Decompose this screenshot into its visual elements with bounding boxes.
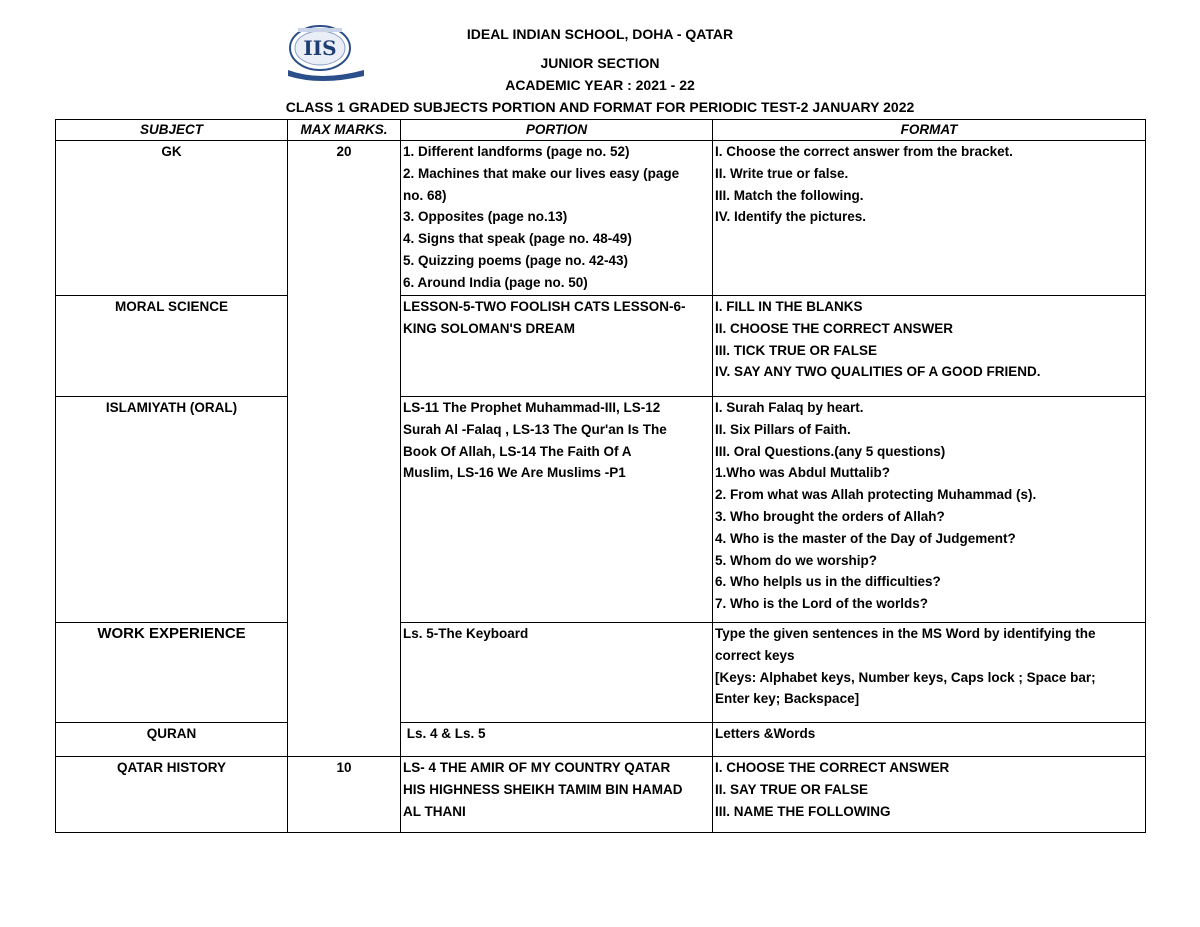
format-line: Letters &Words bbox=[715, 726, 816, 741]
portion-line: Ls. 5-The Keyboard bbox=[403, 626, 529, 641]
col-max-marks: MAX MARKS. bbox=[288, 120, 401, 141]
portion-line: Ls. 4 & Ls. 5 bbox=[403, 726, 486, 741]
subject-cell: QATAR HISTORY bbox=[56, 757, 288, 833]
portion-line: HIS HIGHNESS SHEIKH TAMIM BIN HAMAD bbox=[403, 781, 683, 797]
portion-line: Book Of Allah, LS-14 The Faith Of A bbox=[403, 443, 632, 459]
subject-cell: ISLAMIYATH (ORAL) bbox=[56, 397, 288, 623]
table-row bbox=[56, 397, 1146, 623]
portion-line: AL THANI bbox=[403, 803, 466, 819]
col-subject: SUBJECT bbox=[56, 120, 288, 141]
svg-text:IIS: IIS bbox=[303, 36, 337, 60]
portion-line: 3. Opposites (page no.13) bbox=[403, 209, 568, 225]
portion-line: 2. Machines that make our lives easy (page bbox=[403, 165, 680, 181]
table-row bbox=[56, 757, 1146, 833]
format-line: [Keys: Alphabet keys, Number keys, Caps lock ; Space bar; bbox=[715, 669, 1096, 685]
portion-cell bbox=[401, 141, 713, 296]
table-row bbox=[56, 141, 1146, 296]
format-cell bbox=[713, 623, 1146, 723]
portion-cell bbox=[401, 623, 713, 723]
format-cell bbox=[713, 723, 1146, 757]
format-cell bbox=[713, 757, 1146, 833]
portion-line: Muslim, LS-16 We Are Muslims -P1 bbox=[403, 465, 626, 481]
portion-line: LS-11 The Prophet Muhammad-III, LS-12 bbox=[403, 400, 661, 415]
subject-cell: WORK EXPERIENCE bbox=[56, 623, 288, 723]
portion-line: LESSON-5-TWO FOOLISH CATS LESSON-6- bbox=[403, 299, 686, 314]
portion-line: 5. Quizzing poems (page no. 42-43) bbox=[403, 252, 629, 268]
subject-cell: GK bbox=[56, 141, 288, 296]
portion-line: LS- 4 THE AMIR OF MY COUNTRY QATAR bbox=[403, 760, 671, 775]
table-row bbox=[56, 623, 1146, 723]
format-line: II. Six Pillars of Faith. bbox=[715, 421, 851, 437]
portion-line: no. 68) bbox=[403, 187, 447, 203]
format-line: 2. From what was Allah protecting Muhammad (s). bbox=[715, 487, 1037, 503]
format-line: I. FILL IN THE BLANKS bbox=[715, 299, 863, 314]
format-line: Type the given sentences in the MS Word by identifying the bbox=[715, 626, 1096, 641]
col-portion: PORTION bbox=[401, 120, 713, 141]
format-line: correct keys bbox=[715, 647, 795, 663]
portion-line: 6. Around India (page no. 50) bbox=[403, 274, 588, 290]
format-line: III. Match the following. bbox=[715, 187, 864, 203]
format-cell bbox=[713, 397, 1146, 623]
portion-cell bbox=[401, 757, 713, 833]
portion-cell bbox=[401, 723, 713, 757]
format-line: 3. Who brought the orders of Allah? bbox=[715, 508, 945, 524]
portion-line: Surah Al -Falaq , LS-13 The Qur'an Is The bbox=[403, 421, 667, 437]
format-line: 7. Who is the Lord of the worlds? bbox=[715, 596, 928, 612]
portion-line: 4. Signs that speak (page no. 48-49) bbox=[403, 231, 632, 247]
table-row bbox=[56, 296, 1146, 397]
school-name: IDEAL INDIAN SCHOOL, DOHA - QATAR bbox=[466, 26, 734, 42]
max-marks-cell: 10 bbox=[288, 757, 401, 833]
format-line: IV. Identify the pictures. bbox=[715, 209, 867, 225]
format-line: I. Choose the correct answer from the bracket. bbox=[715, 144, 1013, 159]
format-line: Enter key; Backspace] bbox=[715, 691, 860, 707]
document-title: CLASS 1 GRADED SUBJECTS PORTION AND FORMAT FOR PERIODIC TEST-2 JANUARY 2022 bbox=[285, 99, 915, 115]
portion-table bbox=[55, 119, 1146, 833]
format-line: I. Surah Falaq by heart. bbox=[715, 400, 864, 415]
portion-cell bbox=[401, 397, 713, 623]
academic-year: ACADEMIC YEAR : 2021 - 22 bbox=[505, 77, 695, 93]
max-marks-cell: 20 bbox=[288, 141, 401, 757]
format-line: II. Write true or false. bbox=[715, 165, 849, 181]
header-row bbox=[56, 120, 1146, 141]
format-line: III. Oral Questions.(any 5 questions) bbox=[715, 443, 946, 459]
format-line: 1.Who was Abdul Muttalib? bbox=[715, 465, 890, 481]
portion-line: KING SOLOMAN'S DREAM bbox=[403, 320, 575, 336]
format-line: III. TICK TRUE OR FALSE bbox=[715, 342, 878, 358]
format-line: I. CHOOSE THE CORRECT ANSWER bbox=[715, 760, 950, 775]
subject-cell: QURAN bbox=[56, 723, 288, 757]
format-line: 5. Whom do we worship? bbox=[715, 552, 877, 568]
portion-line: 1. Different landforms (page no. 52) bbox=[403, 144, 630, 159]
format-cell bbox=[713, 296, 1146, 397]
col-format: FORMAT bbox=[713, 120, 1146, 141]
format-cell bbox=[713, 141, 1146, 296]
format-line: II. CHOOSE THE CORRECT ANSWER bbox=[715, 320, 954, 336]
portion-cell bbox=[401, 296, 713, 397]
format-line: IV. SAY ANY TWO QUALITIES OF A GOOD FRIEND. bbox=[715, 364, 1041, 380]
format-line: 6. Who helpls us in the difficulties? bbox=[715, 574, 941, 590]
table-row bbox=[56, 723, 1146, 757]
section-name: JUNIOR SECTION bbox=[540, 55, 660, 71]
subject-cell: MORAL SCIENCE bbox=[56, 296, 288, 397]
format-line: II. SAY TRUE OR FALSE bbox=[715, 781, 869, 797]
format-line: 4. Who is the master of the Day of Judgement? bbox=[715, 530, 1016, 546]
format-line: III. NAME THE FOLLOWING bbox=[715, 803, 891, 819]
